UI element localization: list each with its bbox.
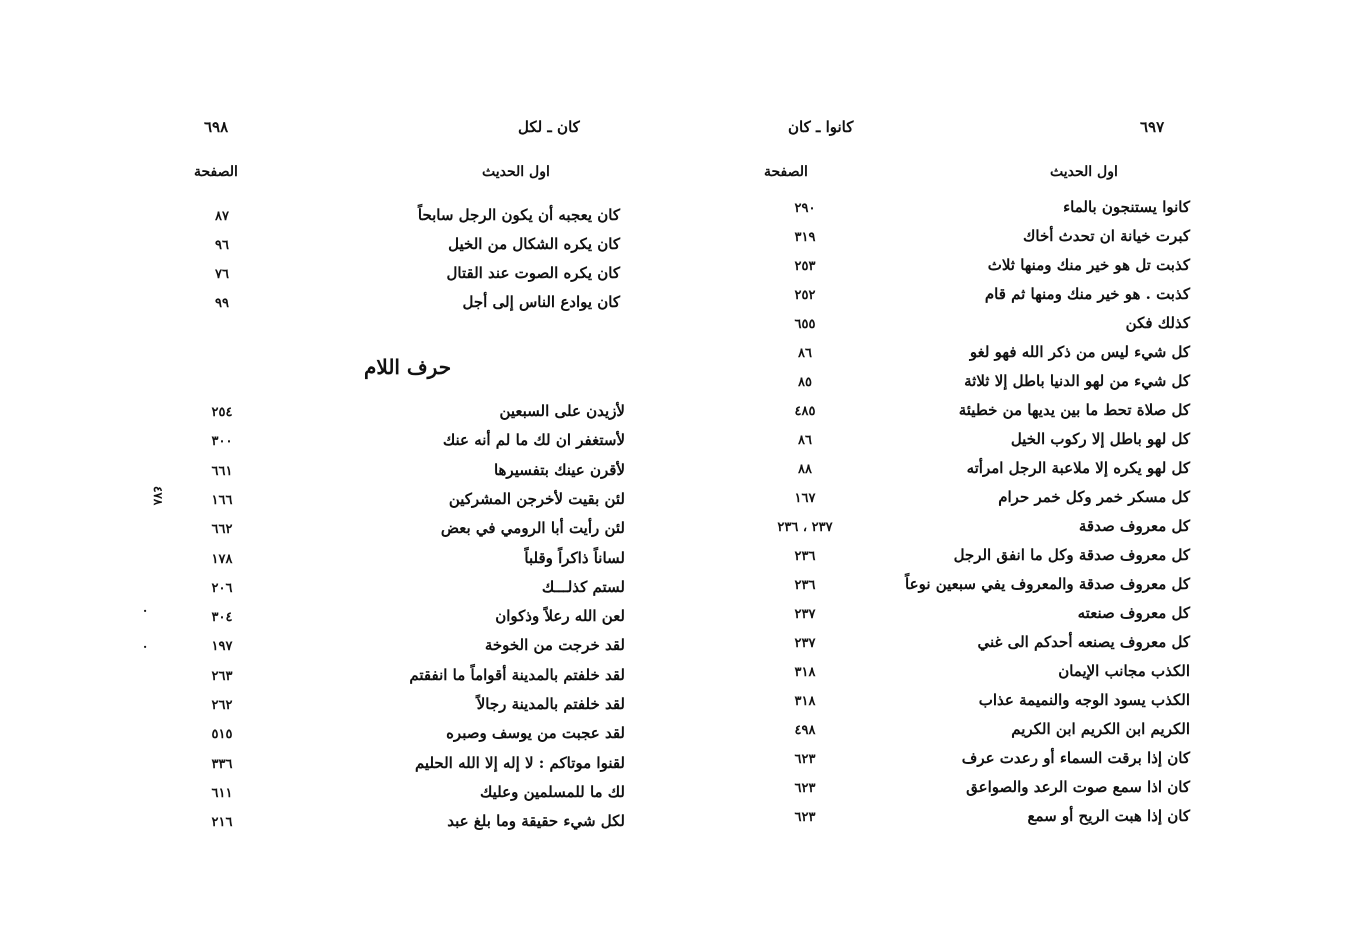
hadith-opening: كان اذا سمع صوت الرعد والصواعق: [966, 778, 1190, 796]
page-reference: ٢٩٠: [794, 201, 816, 216]
hadith-opening: لقنوا موتاكم : لا إله إلا الله الحليم: [414, 753, 625, 772]
page-reference: ٦٦١: [211, 463, 233, 479]
page-reference: ٦٢٣: [794, 781, 816, 796]
page-reference: ٩٩: [215, 296, 229, 311]
page-reference: ٩٦: [215, 238, 229, 253]
hadith-opening: كل شيء ليس من ذكر الله فهو لغو: [969, 343, 1190, 361]
page-reference: ٤٨٥: [794, 404, 816, 419]
hadith-opening: كل معروف صدقة: [1078, 517, 1190, 535]
page-reference: ٣٠٤: [211, 610, 233, 626]
hadith-opening: كل معروف صدقة والمعروف يفي سبعين نوعاً: [905, 575, 1190, 593]
hadith-opening: كل معروف صدقة وكل ما انفق الرجل: [953, 546, 1190, 564]
left-page: [180, 0, 650, 939]
page-reference: ٢٦٢: [211, 698, 233, 713]
hadith-opening: كل معروف صنعته: [1077, 604, 1190, 622]
page-reference: ٦١١: [211, 785, 233, 801]
hadith-opening: كان إذا هبت الريح أو سمع: [1027, 807, 1190, 825]
margin-page-note: ٤٧٨: [151, 486, 165, 506]
page-reference: ٦٥٥: [794, 317, 816, 332]
page-reference: ٣١٩: [794, 230, 816, 245]
left-col-header-page: الصفحة: [194, 164, 238, 180]
margin-dots: ·: [143, 640, 148, 654]
hadith-opening: لقد خرجت من الخوخة: [484, 636, 625, 655]
page-reference: ٨٥: [798, 375, 812, 390]
left-running-head: كان ـ لكل: [518, 118, 580, 136]
page-reference: ٣١٨: [794, 694, 816, 709]
page-reference: ٢٣٧: [794, 636, 816, 651]
right-page: [740, 0, 1210, 939]
hadith-opening: كان إذا برقت السماء أو رعدت عرف: [961, 749, 1190, 767]
hadith-opening: كان يكره الشكال من الخيل: [448, 235, 620, 253]
hadith-opening: لستم كذلـــك: [541, 577, 625, 596]
page-reference: ١٩٧: [211, 639, 233, 655]
hadith-opening: كان يعجبه أن يكون الرجل سابحاً: [417, 206, 620, 224]
hadith-opening: لقد خلفتم بالمدينة رجالاً: [476, 695, 625, 713]
page-reference: ٢٣٧ ، ٢٣٦: [777, 520, 833, 535]
hadith-opening: لئن بقيت لأخرجن المشركين: [448, 489, 625, 508]
page-reference: ٢٣٧: [794, 607, 816, 622]
margin-dots: ·: [143, 604, 148, 618]
hadith-opening: كان يوادع الناس إلى أجل: [462, 293, 620, 311]
page-reference: ٢٣٦: [794, 578, 816, 593]
page-reference: ٢٣٦: [794, 549, 816, 564]
hadith-opening: لقد عجبت من يوسف وصبره: [446, 724, 625, 743]
page-reference: ٢٥٣: [794, 259, 816, 274]
hadith-opening: لأزيدن على السبعين: [499, 402, 625, 420]
hadith-opening: لأستغفر ان لك ما لم أنه عنك: [442, 431, 625, 450]
page-reference: ٦٢٣: [794, 810, 816, 825]
right-col-header-text: اول الحديث: [1050, 164, 1118, 180]
hadith-opening: كل صلاة تحط ما بين يديها من خطيئة: [958, 401, 1190, 419]
hadith-opening: الكذب يسود الوجه والنميمة عذاب: [978, 691, 1190, 709]
hadith-opening: كذبت . هو خير منك ومنها ثم قام: [984, 285, 1190, 303]
page-reference: ٣٣٦: [211, 756, 233, 772]
page-reference: ٨٦: [798, 346, 812, 361]
page-reference: ٢٠٦: [211, 580, 233, 596]
hadith-opening: لك ما للمسلمين وعليك: [480, 782, 625, 801]
page-reference: ٤٩٨: [794, 723, 816, 738]
page-reference: ٢٥٤: [211, 405, 233, 420]
page-reference: ٢١٦: [211, 815, 233, 831]
page-reference: ٧٦: [215, 267, 229, 282]
hadith-opening: لعن الله رعلاً وذكوان: [495, 607, 625, 626]
hadith-opening: لأقرن عينك بتفسيرها: [493, 460, 625, 479]
right-running-head: كانوا ـ كان: [788, 118, 854, 136]
hadith-opening: كل شيء من لهو الدنيا باطل إلا ثلاثة: [964, 372, 1190, 390]
hadith-opening: كبرت خيانة ان تحدث أخاك: [1023, 227, 1190, 245]
page-reference: ١٦٦: [211, 492, 233, 508]
section-heading-lam: حرف اللام: [364, 355, 452, 379]
hadith-opening: كذبت تل هو خير منك ومنها ثلاث: [987, 256, 1190, 274]
hadith-opening: لكل شيء حقيقة وما بلغ عبد: [447, 812, 625, 831]
right-page-number: ٦٩٧: [1140, 118, 1165, 136]
page-reference: ١٧٨: [211, 551, 233, 567]
page-reference: ٦٦٢: [211, 522, 233, 538]
hadith-opening: كل لهو باطل إلا ركوب الخيل: [1010, 430, 1190, 448]
right-col-header-page: الصفحة: [764, 164, 808, 180]
hadith-opening: كانوا يستنجون بالماء: [1063, 198, 1190, 216]
hadith-opening: لساناً ذاكراً وقلباً: [524, 548, 625, 567]
hadith-opening: الكذب مجانب الإيمان: [1058, 662, 1190, 680]
left-col-header-text: اول الحديث: [482, 164, 550, 180]
page-reference: ١٦٧: [794, 491, 816, 506]
hadith-opening: كل مسكر خمر وكل خمر حرام: [998, 488, 1190, 506]
page-reference: ٢٥٢: [794, 288, 816, 303]
page-reference: ٥١٥: [211, 727, 233, 743]
page-reference: ٨٦: [798, 433, 812, 448]
hadith-opening: كان يكره الصوت عند القتال: [446, 264, 620, 282]
page-reference: ٨٧: [215, 209, 229, 224]
hadith-opening: الكريم ابن الكريم ابن الكريم: [1011, 720, 1190, 738]
hadith-opening: كل لهو يكره إلا ملاعبة الرجل امرأته: [966, 459, 1190, 477]
page-reference: ٢٦٣: [211, 668, 233, 684]
page-reference: ٦٢٣: [794, 752, 816, 767]
hadith-opening: لقد خلفتم بالمدينة أقواماً ما انفقتم: [409, 665, 625, 684]
page-reference: ٣١٨: [794, 665, 816, 680]
hadith-opening: لئن رأيت أبا الرومي في بعض: [440, 519, 625, 538]
hadith-opening: كل معروف يصنعه أحدكم الى غني: [977, 633, 1190, 651]
page-reference: ٣٠٠: [211, 434, 233, 450]
page-reference: ٨٨: [798, 462, 812, 477]
hadith-opening: كذلك فكن: [1125, 314, 1190, 332]
left-page-number: ٦٩٨: [204, 118, 229, 136]
